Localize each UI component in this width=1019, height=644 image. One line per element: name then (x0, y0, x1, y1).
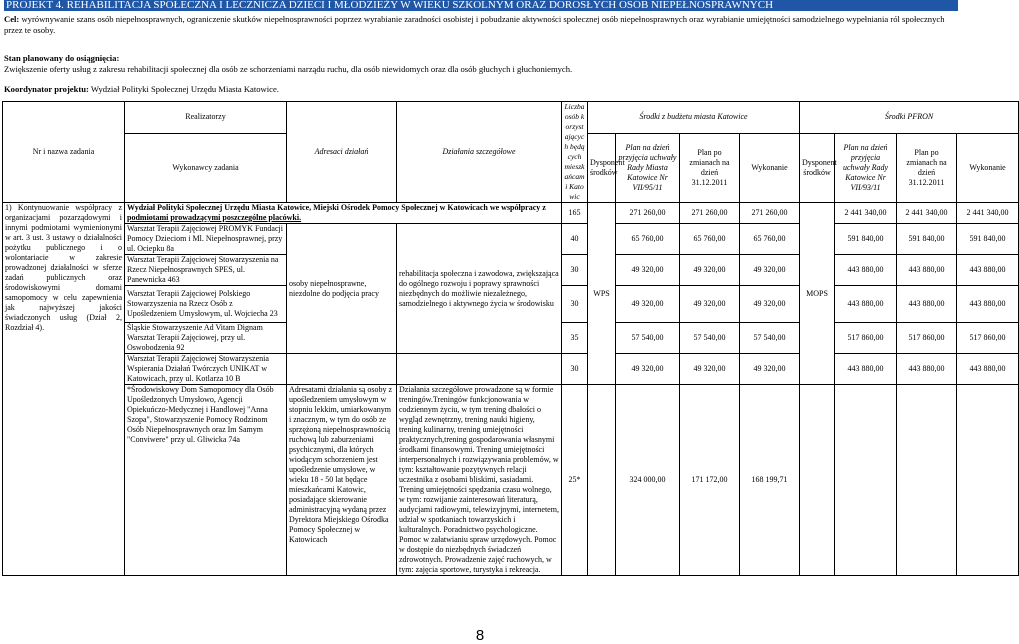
row0-liczba: 40 (562, 224, 588, 255)
last-dysp2-empty (800, 385, 835, 576)
task-description: 1) Kontynuowanie współpracy z organizacjami pozarządowymi i innymi podmiotami wymienionymi w art. 3 ust. 3 ustawy o działalności pożytku publicznego i o wolontariacie w zakresie prowadzonej działalności w sferze zadań publicznych oraz środowiskowymi domami samopomocy w celu zapewnienia jak najwyższej jakości świadczonych usług (Dział 2, Rozdział 4). (3, 203, 125, 576)
header-dysp1: Dysponent środków (588, 133, 616, 202)
row2-plan1: 49 320,00 (616, 286, 680, 323)
last-planpo1: 171 172,00 (680, 385, 740, 576)
row4-wykonawca: Warsztat Terapii Zajęciowej Stowarzyszenia Wspierania Działań Twórczych UNIKAT w Katowicach, przy ul. Kotlarza 10 B (125, 354, 287, 385)
row4-dzialania-empty (397, 354, 562, 385)
table-row (3, 224, 1019, 255)
row0-planpo1: 65 760,00 (680, 224, 740, 255)
row1-wyk1: 49 320,00 (740, 255, 800, 286)
row2-planpo1: 49 320,00 (680, 286, 740, 323)
row0-plan1: 65 760,00 (616, 224, 680, 255)
header-nr: Nr i nazwa zadania (3, 102, 125, 203)
state-text: Zwiększenie oferty usług z zakresu rehabilitacji społecznej dla osób ze schorzeniami narządu ruchu, dla osób niewidomych oraz dla osób głuchych i głuchoniemych. (4, 64, 573, 74)
header-wyk1: Wykonanie (740, 133, 800, 202)
project-table (2, 101, 1019, 576)
document-title: PROJEKT 4. REHABILITACJA SPOŁECZNA I LECZNICZA DZIECI I MŁODZIEŻY W WIEKU SZKOLNYM ORAZ DOROSŁYCH OSÓB NIEPEŁNOSPRAWNYCH (4, 0, 958, 11)
row4-wyk1: 49 320,00 (740, 354, 800, 385)
row2-wykonawca: Warsztat Terapii Zajęciowej Polskiego Stowarzyszenia na Rzecz Osób z Upośledzeniem Umysłowym, ul. Wojciecha 23 (125, 286, 287, 323)
state-label: Stan planowany do osiągnięcia: (4, 53, 120, 63)
row4-adresaci-empty (287, 354, 397, 385)
row1-plan1: 49 320,00 (616, 255, 680, 286)
header-adresaci: Adresaci działań (287, 102, 397, 203)
top-row-realizatorzy (125, 203, 562, 224)
row4-wyk2: 443 880,00 (957, 354, 1019, 385)
header-dzialania: Działania szczegółowe (397, 102, 562, 203)
row2-wyk2: 443 880,00 (957, 286, 1019, 323)
row0-wyk2: 591 840,00 (957, 224, 1019, 255)
last-wyk1: 168 199,71 (740, 385, 800, 576)
table-row-top (3, 203, 1019, 224)
header-row-1 (3, 102, 1019, 134)
row1-wyk2: 443 880,00 (957, 255, 1019, 286)
row4-plan1: 49 320,00 (616, 354, 680, 385)
dzialania-top: rehabilitacja społeczna i zawodowa, zwiększająca do ogólnego rozwoju i poprawy sprawności niezbędnych do możliwie niezależnego, samodzielnego i aktywnego życia w środowisku (397, 224, 562, 354)
header-plan2: Plan na dzień przyjęcia uchwały Rady Katowice Nr VII/93/11 (835, 133, 897, 202)
table-row-last (3, 385, 1019, 576)
top-row-text2: podmiotami prowadzącymi poszczególne placówki. (127, 213, 302, 222)
row0-plan2: 591 840,00 (835, 224, 897, 255)
last-plan1: 324 000,00 (616, 385, 680, 576)
header-realizatorzy: Realizatorzy (125, 102, 287, 134)
header-pfron: Środki PFRON (800, 102, 1019, 134)
page-number: 8 (475, 627, 485, 644)
row3-wyk2: 517 860,00 (957, 323, 1019, 354)
header-wyk2: Wykonanie (957, 133, 1019, 202)
row1-wykonawca: Warsztat Terapii Zajęciowej Stowarzyszenia na Rzecz Niepełnosprawnych SPES, ul. Panewnicka 463 (125, 255, 287, 286)
top-planpo2: 2 441 340,00 (897, 203, 957, 224)
row2-wyk1: 49 320,00 (740, 286, 800, 323)
top-liczba: 165 (562, 203, 588, 224)
row0-planpo2: 591 840,00 (897, 224, 957, 255)
last-dysp1-empty (588, 385, 616, 576)
last-dzialania: Działania szczegółowe prowadzone są w formie treningów.Treningów funkcjonowania w codziennym życiu, w tym trening dbałości o wygląd zewnętrzny, trening nauki higieny, trening kulinarny, trening umiejętności praktycznych,trening gospodarowania własnymi środkami finansowymi. Trening umiejętności interpersonalnych i rozwiązywania problemów, w tym: kształtowanie pozytywnych relacji uczestnika z osobami bliskimi, sasiadami. Trening umiejętności spędzania czasu wolnego, w tym: rozwijanie zainteresowań literaturą, audycjami radiowymi, telewizyjnymi, internetem, udział w spotkaniach towarzyskich i kulturalnych. Poradnictwo psychologiczne. Pomoc w załatwianiu spraw urzędowych. Pomoc w dostępie do niezbędnych świadczeń zdrowotnych. Prowadzenie zajęć ruchowych, w tym: zajęcia sportowe, turystyka i rekreacja. (397, 385, 562, 576)
dysp2-value: MOPS (800, 203, 835, 385)
last-plan2-empty (835, 385, 897, 576)
header-planpo1: Plan po zmianach na dzień 31.12.2011 (680, 133, 740, 202)
row3-plan1: 57 540,00 (616, 323, 680, 354)
row3-planpo2: 517 860,00 (897, 323, 957, 354)
coordinator-value: Wydział Polityki Społecznej Urzędu Miasta Katowice. (90, 84, 279, 94)
last-wykonawca: *Środowiskowy Dom Samopomocy dla Osób Upośledzonych Umysłowo, Agencji Opiekuńczo-Medycznej i Handlowej "Anna Szopa", Stowarzyszenie Pomocy Rodzinom Osób Niepełnosprawnych oraz Im Samym "Conviwere" przy ul. Gliwicka 74a (125, 385, 287, 576)
last-planpo2-empty (897, 385, 957, 576)
coordinator-label: Koordynator projektu: (4, 84, 89, 94)
adresaci-top: osoby niepełnosprawne, niezdolne do podjęcia pracy (287, 224, 397, 354)
header-plan1: Plan na dzień przyjęcia uchwały Rady Miasta Katowice Nr VII/95/11 (616, 133, 680, 202)
last-adresaci: Adresatami działania są osoby z upośledzeniem umysłowym w stopniu lekkim, umiarkowanym i znacznym, w tym do osób ze sprzężoną niepełnosprawnością ruchową lub zaburzeniami psychicznymi, dla których wiodącym schorzeniem jest upośledzenie umysłowe, w wieku 18 - 50 lat będące mieszkańcami Katowic, posiadające skierowanie administracyjną wydaną przez Dyrektora Miejskiego Ośrodka Pomocy Społecznej w Katowicach (287, 385, 397, 576)
row3-wykonawca: Śląskie Stowarzyszenie Ad Vitam Dignam Warsztat Terapii Zajęciowej, przy ul. Oswobodzenia 92 (125, 323, 287, 354)
row1-planpo2: 443 880,00 (897, 255, 957, 286)
header-budzet: Środki z budżetu miasta Katowice (588, 102, 800, 134)
table-row (3, 354, 1019, 385)
goal-text: wyrównywanie szans osób niepełnosprawnych, ograniczenie skutków niepełnosprawności poprzez wyrabianie zaradności osobistej i pobudzanie aktywności społecznej osób niepełnosprawnych oraz wyrabianie umiejętności samodzielnego wypełniania ról społecznych przez te osoby. (4, 14, 945, 35)
header-planpo2: Plan po zmianach na dzień 31.12.2011 (897, 133, 957, 202)
goal-label: Cel: (4, 14, 20, 24)
goal-paragraph (4, 14, 952, 36)
dysp1-value: WPS (588, 203, 616, 385)
top-plan1: 271 260,00 (616, 203, 680, 224)
coordinator-line (4, 84, 279, 94)
row2-plan2: 443 880,00 (835, 286, 897, 323)
row3-plan2: 517 860,00 (835, 323, 897, 354)
row4-planpo1: 49 320,00 (680, 354, 740, 385)
row0-wykonawca: Warsztat Terapii Zajęciowej PROMYK Fundacji Pomocy Dzieciom i Ml. Niepełnosprawnej, przy ul. Ociepku 8a (125, 224, 287, 255)
top-wyk1: 271 260,00 (740, 203, 800, 224)
header-liczba: Liczba osób korzystających będących mieszkańcami Katowic (562, 102, 588, 203)
header-dysp2: Dysponent środków (800, 133, 835, 202)
row1-liczba: 30 (562, 255, 588, 286)
row0-wyk1: 65 760,00 (740, 224, 800, 255)
row2-planpo2: 443 880,00 (897, 286, 957, 323)
row1-plan2: 443 880,00 (835, 255, 897, 286)
top-wyk2: 2 441 340,00 (957, 203, 1019, 224)
row4-planpo2: 443 880,00 (897, 354, 957, 385)
last-wyk2-empty (957, 385, 1019, 576)
row1-planpo1: 49 320,00 (680, 255, 740, 286)
last-liczba: 25* (562, 385, 588, 576)
row4-plan2: 443 880,00 (835, 354, 897, 385)
header-wykonawcy: Wykonawcy zadania (125, 133, 287, 202)
row2-liczba: 30 (562, 286, 588, 323)
row3-liczba: 35 (562, 323, 588, 354)
row4-liczba: 30 (562, 354, 588, 385)
top-plan2: 2 441 340,00 (835, 203, 897, 224)
row3-wyk1: 57 540,00 (740, 323, 800, 354)
row3-planpo1: 57 540,00 (680, 323, 740, 354)
top-planpo1: 271 260,00 (680, 203, 740, 224)
top-row-text1: Wydział Polityki Społecznej Urzędu Miasta Katowice, Miejski Ośrodek Pomocy Społecznej w Katowicach we współpracy z (127, 203, 546, 212)
